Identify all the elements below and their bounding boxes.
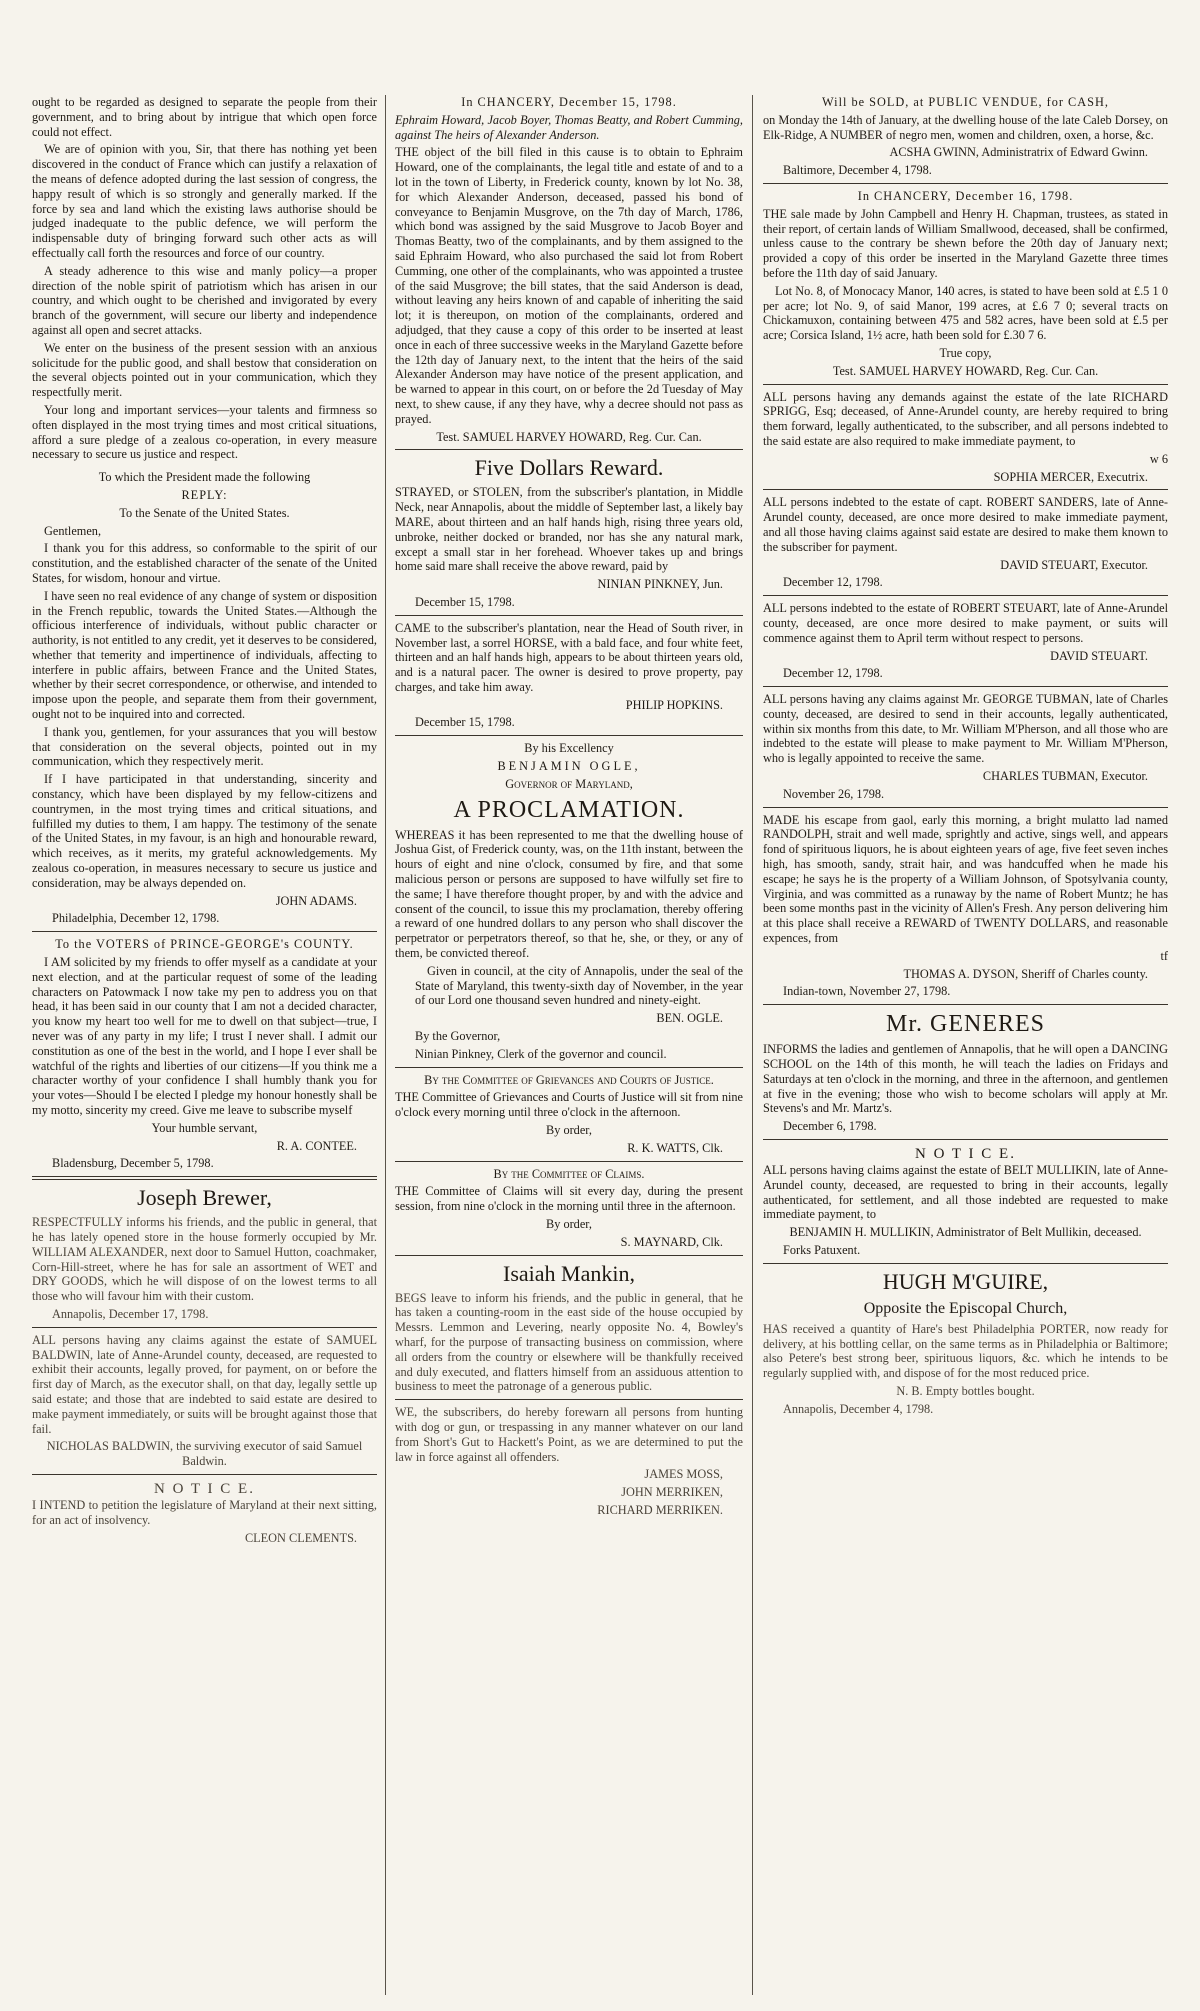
reward-signature: NINIAN PINKNEY, Jun. [597, 577, 723, 592]
proclamation-given: Given in council, at the city of Annapolis, under the seal of the State of Maryland, this twenty-sixth day of November, in the year of our Lord one thousand seven hundred and ninety-eight. [415, 963, 743, 1008]
voters-closing: Your humble servant, [151, 1120, 258, 1135]
divider [395, 1161, 743, 1162]
divider [763, 489, 1168, 490]
claims-order: By order, [546, 1217, 592, 1231]
senate-paragraph: ought to be regarded as designed to separate the people from their government, and to bring about by intrigue that which open force could not effect. [32, 95, 377, 139]
trespass-signature: JAMES MOSS, [644, 1467, 723, 1482]
chancery-parties: Ephraim Howard, Jacob Boyer, Thomas Beatty, and Robert Cumming, against The heirs of Alexander Anderson. [395, 112, 743, 142]
trespass-body: WE, the subscribers, do hereby forewarn all persons from hunting with dog or gun, or trespassing in any manner whatever on our land from Short's Gut to Hackett's Point, as we are determined to put the law in force against all offenders. [395, 1405, 743, 1464]
divider [395, 449, 743, 450]
divider [395, 735, 743, 736]
mcguire-heading: HUGH M'GUIRE, [882, 1268, 1049, 1294]
brewer-dateline: Annapolis, December 17, 1798. [52, 1306, 209, 1321]
generes-heading: Mr. GENERES [885, 1011, 1045, 1038]
notice-place: Forks Patuxent. [783, 1243, 861, 1257]
claims-signature: S. MAYNARD, Clk. [620, 1234, 723, 1249]
notice-signature: BENJAMIN H. MULLIKIN, Administrator of Belt Mullikin, deceased. [789, 1225, 1142, 1240]
claims-body: THE Committee of Claims will sit every day, during the present session, from nine o'clock in the morning until three in the afternoon. [395, 1184, 743, 1214]
voters-dateline: Bladensburg, December 5, 1798. [52, 1156, 214, 1171]
divider [395, 1067, 743, 1068]
reply-recipient: To the Senate of the United States. [119, 505, 290, 520]
chancery-test: Test. SAMUEL HARVEY HOWARD, Reg. Cur. Can. [832, 363, 1099, 378]
divider [395, 1399, 743, 1400]
proclamation-signature: BEN. OGLE. [656, 1011, 723, 1026]
steuart-robert-body: ALL persons indebted to the estate of ROBERT STEUART, late of Anne-Arundel county, deceased, are once more desired to make payment, or suits will commence against them to April term without respect to persons. [763, 601, 1168, 645]
reply-signature: JOHN ADAMS. [275, 893, 357, 908]
reply-paragraph: I thank you, gentlemen, for your assurances that you will bestow that consideration on the several objects, pointed out in my communication, which they respectively merit. [32, 724, 377, 769]
reply-paragraph: I have seen no real evidence of any change of system or disposition in the French republic, towards the United States.—Although the officious interference of individuals, without public character or authority, is not entitled to any credit, yet it deserves to be considered, whether that temerity and impertinence of individuals, affecting to interfere in public affairs, between France and the United States, whether by their secret correspondence, or otherwise, and intended to impose upon the people, and separate them from their government, ought not to be inquired into and corrected. [32, 588, 377, 722]
proclamation-by: By his Excellency [524, 741, 614, 756]
proclamation-body: WHEREAS it has been represented to me that the dwelling house of Joshua Gist, of Frederick county, was, on the 11th instant, between the hours of eight and nine o'clock, consumed by fire, and that some malicious person or persons are supposed to have wilfully set fire to the same; I have therefore thought proper, by and with the advice and consent of the council, to issue this my proclamation, thereby offering a reward of one hundred dollars to any person who shall discover the perpetrator or perpetrators thereof, so that he, she, or they, or any of them, be convicted thereof. [395, 827, 743, 961]
dyson-body: MADE his escape from gaol, early this morning, a bright mulatto lad named RANDOLPH, strait and well made, sprightly and active, sings well, and appears fond of spirituous liquors, he is about eighteen years of age, five feet seven inches high, has smooth, sandy, strait hair, and was handcuffed when he made his escape; he says he is the property of a William Johnson, of Spotsylvania county, Virginia, and was committed as a runaway by the name of Robert Muntz; he has been some months past in the vicinity of Allen's Fresh. Any person delivering him at this place shall receive a REWARD of TWENTY DOLLARS, and reasonable expences, from [763, 812, 1168, 946]
generes-dateline: December 6, 1798. [783, 1119, 877, 1134]
senate-paragraph: A steady adherence to this wise and manly policy—a proper direction of the noble spirit of patriotism which has arisen in our country, and which ought to be cherished and invigorated by every branch of the government, will secure our liberty and independence against all open and secret attacks. [32, 263, 377, 337]
voters-body: I AM solicited by my friends to offer myself as a candidate at your next election, and at the particular request of some of the leading characters on Patowmack I now take my pen to address you on that head, it has been said in our county that I am not a decided character, you know my heart too well for me to dwell on that subject—true, I never was of any party in my life; I trust I never shall. I admit our constitution as one of the best in the world, and I hope I ever shall be watchful of the rights and liberties of our citizens—If you think me a character worthy of your confidence I shall humbly thank you for your votes—Should I be elected I pledge my honour honestly shall be my motto, sincerity my creed. Give me leave to subscribe myself [32, 955, 377, 1117]
tubman-signature: CHARLES TUBMAN, Executor. [982, 769, 1148, 784]
divider [32, 1176, 377, 1180]
column-rule-left [385, 95, 386, 1995]
column-right [763, 95, 1168, 1995]
claims-heading: By the Committee of Claims. [493, 1166, 645, 1181]
voters-signature: R. A. CONTEE. [276, 1138, 357, 1153]
steuart-sanders-signature: DAVID STEUART, Executor. [1000, 557, 1148, 572]
chancery-test: Test. SAMUEL HARVEY HOWARD, Reg. Cur. Can. [436, 429, 702, 444]
reply-paragraph: If I have participated in that understanding, sincerity and constancy, which have been displayed by my fellow-citizens and countrymen, in the most trying times and critical situations, and fulfilled my duties to them, I am happy. The testimony of the senate of the United States, in my favour, is an high and honourable reward, which receives, as it merits, my grateful acknowledgements. My zealous co-operation, in measures necessary to secure us justice and consideration, may be always depended on. [32, 772, 377, 890]
tubman-body: ALL persons having any claims against Mr. GEORGE TUBMAN, late of Charles county, deceased, are desired to send in their accounts, legally authenticated, within six months from this date, to Mr. William M'Pherson, and all those who are indebted to the estate will please to make payment to Mr. William M'Pherson, who is legally appointed to receive the same. [763, 692, 1168, 766]
chancery-body: THE sale made by John Campbell and Henry H. Chapman, trustees, as stated in their report, of certain lands of William Smallwood, deceased, shall be confirmed, unless cause to the contrary be shewn before the 20th day of January next; provided a copy of this order be inserted in the Maryland Gazette three times before the 11th day of said January. [763, 206, 1168, 280]
senate-paragraph: We enter on the business of the present session with an anxious solicitude for the public good, and shall bestow that consideration on the several objects pointed out in your communication, which they respectfully merit. [32, 340, 377, 400]
divider [395, 615, 743, 616]
sale-heading: Will be SOLD, at PUBLIC VENDUE, for CASH, [822, 95, 1109, 109]
senate-address-end [32, 95, 377, 462]
steuart-robert-signature: DAVID STEUART. [1050, 648, 1148, 663]
grievances-signature: R. K. WATTS, Clk. [627, 1140, 723, 1155]
reply-intro: To which the President made the following [98, 470, 311, 485]
chancery-true-copy: True copy, [939, 345, 992, 360]
proclamation-heading: A PROCLAMATION. [453, 796, 685, 823]
senate-paragraph: Your long and important services—your talents and firmness so often displayed in the most trying times and most critical situations, afford a sure pledge of a zealous co-operation, in every measure necessary to secure us justice and respect. [32, 402, 377, 462]
mankin-heading: Isaiah Mankin, [503, 1260, 635, 1286]
divider [763, 686, 1168, 687]
steuart-sanders-body: ALL persons indebted to the estate of capt. ROBERT SANDERS, late of Anne-Arundel county, deceased, are once more desired to make immediate payment, and all those having claims against said estate are desired to make them known to the subscriber for payment. [763, 495, 1168, 554]
mcguire-body: HAS received a quantity of Hare's best Philadelphia PORTER, now ready for delivery, at his bottling cellar, on the same terms as in Philadelphia or Baltimore; also Petere's best strong beer, spirituous liquors, &c. which he intends to be regularly supplied with, and dispose of for the most reduced price. [763, 1321, 1168, 1381]
brewer-body: RESPECTFULLY informs his friends, and the public in general, that he has lately opened store in the house formerly occupied by Mr. WILLIAM ALEXANDER, next door to Samuel Hutton, coachmaker, Corn-Hill-street, where he has for sale an assortment of WET and DRY GOODS, which he will dispose of on the lowest terms to all those who will favour him with their custom. [32, 1215, 377, 1304]
chancery-body: THE object of the bill filed in this cause is to obtain to Ephraim Howard, one of the complainants, the legal title and estate of and to a lot in the town of Liberty, in Frederick county, known by lot No. 38, for which Alexander Anderson, deceased, passed his bond of conveyance to Benjamin Musgrove, on the 7th day of March, 1786, which bond was assigned by the said Musgrove to Jacob Boyer and Thomas Beatty, two of the complainants, and by them assigned to the said Ephraim Howard, who also purchased the said lot from Robert Cumming, one other of the complainants, who was appointed a trustee of the said Musgrove; the bill states, that the said Anderson is dead, without leaving any heirs known of and capable of inheriting the said lot; it is thereupon, on motion of the complainants, ordered and adjudged, that they cause a copy of this order to be inserted at least once in each of three successive weeks in the Maryland Gazette before the 12th day of January next, to the intent that the heirs of the said Alexander Anderson may have notice of the present application, and be warned to appear in this court, on or before the 2d Tuesday of May next, to shew cause, if any they have, why a decree should not pass as prayed. [395, 145, 743, 426]
divider [763, 384, 1168, 385]
divider [395, 1255, 743, 1256]
proclamation-name: BENJAMIN OGLE, [497, 759, 641, 774]
chancery-heading: In CHANCERY, December 16, 1798. [857, 188, 1074, 203]
voters-heading: To the VOTERS of PRINCE-GEORGE's COUNTY. [55, 937, 354, 952]
notice-heading: N O T I C E. [915, 1146, 1016, 1163]
sprigg-signature: SOPHIA MERCER, Executrix. [993, 469, 1148, 484]
baldwin-signature: NICHOLAS BALDWIN, the surviving executor of said Samuel Baldwin. [46, 1439, 363, 1469]
reward-dateline: December 15, 1798. [415, 594, 515, 609]
reward-body: STRAYED, or STOLEN, from the subscriber's plantation, in Middle Neck, near Annapolis, about the middle of September last, a likely bay MARE, about thirteen and an half hands high, rising three years old, unbroke, neither docked or branded, nor has she any natural mark, except a small star in her forehead. Whoever takes up and brings home said mare shall receive the above reward, paid by [395, 485, 743, 574]
steuart-sanders-dateline: December 12, 1798. [783, 575, 883, 590]
hopkins-dateline: December 15, 1798. [415, 715, 515, 730]
trespass-signature: JOHN MERRIKEN, [621, 1485, 723, 1500]
generes-body: INFORMS the ladies and gentlemen of Annapolis, that he will open a DANCING SCHOOL on the 14th of this month, he will teach the ladies on Fridays and Saturdays at ten o'clock in the morning, and three in the afternoon, and gentlemen at five in the evening; those who wish to become scholars will apply at Mr. Stevens's and Mr. Martz's. [763, 1042, 1168, 1116]
senate-paragraph: We are of opinion with you, Sir, that there has nothing yet been discovered in the conduct of France which can justify a relaxation of the means of defence adopted during the last session of congress, the happy result of which is so strongly and generally marked. If the force by sea and land which the existing laws authorise should be judged inadequate to the public defence, we will perform the indispensable duty of bringing forward such other acts as will effectually call forth the resources and force of our country. [32, 142, 377, 260]
grievances-order: By order, [546, 1123, 592, 1138]
reply-dateline: Philadelphia, December 12, 1798. [52, 911, 220, 926]
hopkins-body: CAME to the subscriber's plantation, near the Head of South river, in November last, a sorrel HORSE, with a bald face, and four white feet, thirteen and an half hands high, appears to be about thirteen years old, and is a natural pacer. The owner is desired to prove property, pay charges, and take him away. [395, 620, 743, 694]
mcguire-subheading: Opposite the Episcopal Church, [863, 1299, 1068, 1317]
divider [763, 595, 1168, 596]
sale-signature: ACSHA GWINN, Administratrix of Edward Gwinn. [889, 145, 1148, 160]
baldwin-body: ALL persons having any claims against the estate of SAMUEL BALDWIN, late of Anne-Arundel county, deceased, are requested to exhibit their accounts, legally proved, for payment, on or before the first day of March, as the executor shall, on that day, legally settle up said estate; and those that are indebted to said estate are desired to make payment immediately, or suits will be brought against those that fail. [32, 1332, 377, 1436]
sale-dateline: Baltimore, December 4, 1798. [783, 163, 932, 178]
column-center [395, 95, 743, 1995]
hopkins-signature: PHILIP HOPKINS. [625, 697, 723, 712]
grievances-body: THE Committee of Grievances and Courts of Justice will sit from nine o'clock every morning until three o'clock in the afternoon. [395, 1090, 743, 1120]
reward-heading: Five Dollars Reward. [474, 455, 664, 481]
notice-heading: N O T I C E. [154, 1480, 255, 1497]
column-left [32, 95, 377, 1995]
trespass-signature: RICHARD MERRIKEN. [597, 1502, 723, 1517]
notice-body: ALL persons having claims against the estate of BELT MULLIKIN, late of Anne-Arundel county, deceased, are requested to bring in their accounts, legally authenticated, for settlement, and all those indebted are requested to make immediate payment, to [763, 1163, 1168, 1222]
grievances-heading: By the Committee of Grievances and Courts of Justice. [424, 1072, 714, 1087]
notice-signature: CLEON CLEMENTS. [244, 1530, 357, 1545]
column-rule-right [752, 95, 753, 1995]
proclamation-title: Governor of Maryland, [505, 776, 633, 791]
steuart-robert-dateline: December 12, 1798. [783, 666, 883, 681]
divider [32, 1474, 377, 1475]
notice-body: I INTEND to petition the legislature of Maryland at their next sitting, for an act of insolvency. [32, 1497, 377, 1527]
sale-body: on Monday the 14th of January, at the dwelling house of the late Caleb Dorsey, on Elk-Ridge, A NUMBER of negro men, women and children, oxen, a horse, &c. [763, 112, 1168, 142]
reply-heading: REPLY: [181, 487, 228, 502]
chancery-heading: In CHANCERY, December 15, 1798. [461, 95, 677, 109]
brewer-heading: Joseph Brewer, [137, 1185, 272, 1211]
reply-paragraph: I thank you for this address, so conformable to the spirit of our constitution, and the established character of the senate of the United States, for wisdom, honour and virtue. [32, 541, 377, 585]
mcguire-note: N. B. Empty bottles bought. [896, 1383, 1035, 1398]
tubman-dateline: November 26, 1798. [783, 786, 885, 801]
chancery-lots: Lot No. 8, of Monocacy Manor, 140 acres, is stated to have been sold at £.5 1 0 per acre; lot No. 9, of said Manor, 199 acres, at £.6 7 0; several tracts on Chickamuxon, containing between 475 and 582 acres, have been sold at £.5 per acre; Corsica Island, 1½ acre, hath been sold for £.30 7 6. [763, 283, 1168, 343]
divider [32, 1327, 377, 1328]
divider [763, 807, 1168, 808]
divider [763, 1263, 1168, 1264]
divider [763, 183, 1168, 184]
divider [763, 1004, 1168, 1005]
divider [763, 1139, 1168, 1140]
dyson-signature: THOMAS A. DYSON, Sheriff of Charles county. [903, 966, 1148, 981]
divider [32, 931, 377, 932]
dyson-dateline: Indian-town, November 27, 1798. [783, 984, 951, 999]
mcguire-dateline: Annapolis, December 4, 1798. [783, 1401, 934, 1416]
proclamation-by-governor: By the Governor, [415, 1029, 501, 1044]
reply-salutation: Gentlemen, [44, 523, 102, 538]
dyson-mark: tf [1160, 948, 1168, 963]
mankin-body: BEGS leave to inform his friends, and the public in general, that he has taken a counting-room in the east side of the house occupied by Messrs. Lemmon and Levering, nearly opposite No. 4, Bowley's wharf, for the purpose of transacting business on commission, where all orders from the country or elsewhere will be thankfully received and duly executed, and flatters himself from an assiduous attention to business to meet the patronage of a generous public. [395, 1290, 743, 1394]
proclamation-clerk: Ninian Pinkney, Clerk of the governor and council. [415, 1046, 667, 1061]
sprigg-mark: w 6 [1149, 451, 1168, 466]
sprigg-body: ALL persons having any demands against the estate of the late RICHARD SPRIGG, Esq; deceased, of Anne-Arundel county, are hereby required to bring them forward, legally authenticated, to the subscriber, and all persons indebted to the said estate are also required to make immediate payment, to [763, 389, 1168, 448]
